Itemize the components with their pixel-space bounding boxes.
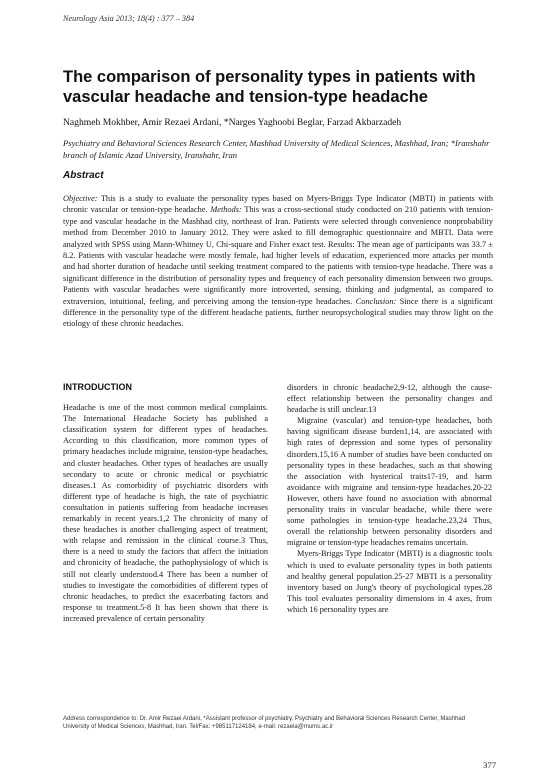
methods-text: This was a cross-sectional study conducted on 210 patients with tension-type and vascular headache in the Mashhad city, northeast of Iran. Patients were selected through convenience nonprobability method from December 2010 to January 2012. They were asked to fill demographic questionnaire and MBTI. Data were analyzed with SPSS using Mann-Whitney U, Chi-square and Fisher exact test. Results: The mean age of participants was 33.7 ± 8.2. Patients with vascular headache were mostly female, had higher levels of education, experienced more attacks per month and had shorter duration of headache until seeking treatment compared to the patients with tension-type headache. There was a significant difference in the distribution of personality types and frequency of each personality dimension between two groups. Patients with vascular headaches were significantly more introverted, sensing, thinking and judgmental, as compared to extraversion, intuitional, feeling, and perceiving among the tension-type headaches.	[63, 205, 493, 306]
author-affiliation: Psychiatry and Behavioral Sciences Research Center, Mashhad University of Medical Sciences, Mashhad, Iran; *Iranshahr branch of Islamic Azad University, Iranshahr, Iran	[63, 138, 490, 160]
objective-text: This is a study to evaluate the personality types based on Myers-Briggs Type Indicator (MBTI) in patients with chronic vascular or tension-type headache.	[63, 194, 493, 215]
abstract-paragraph	[63, 193, 493, 330]
introduction-heading: INTRODUCTION	[63, 382, 132, 392]
abstract-body	[63, 193, 493, 330]
page-number: 377	[483, 760, 496, 770]
abstract-heading: Abstract	[63, 170, 104, 181]
conclusion-text: Since there is a significant difference in the personality type of the different headache patients, further neuropsychological studies may throw light on the etiology of these chronic headaches.	[63, 296, 493, 329]
intro-paragraph-3: Migraine (vascular) and tension-type headaches, both having significant disease burden1,14, are associated with high rates of depression and some types of personality disorders.15,16 A number of studies have been conducted on personality types in these headaches, such as that showing the association with hysterical traits17-19, and harm avoidance with migraine and tension-type headaches.20-22 However, others have found no association with abnormal personality traits in vascular headache, while there were some pathologies in tension-type headache.23,24 Thus, overall the relationship between personality disorders and migraine or tension-type headaches remains uncertain.	[287, 416, 492, 548]
intro-paragraph-4: Myers-Briggs Type Indicator (MBTI) is a diagnostic tools which is used to evaluate personality types in both patients and healthy general population.25-27 MBTI is a personality inventory based on Jung's theory of psychological types.28 This tool evaluates personality dimensions in 4 axes, from which 16 personality types are	[287, 549, 492, 614]
methods-label: Methods:	[210, 205, 242, 215]
objective-label: Objective:	[63, 194, 98, 203]
author-list: Naghmeh Mokhber, Amir Rezaei Ardani, *Narges Yaghoobi Beglar, Farzad Akbarzadeh	[63, 117, 402, 128]
journal-reference: Neurology Asia 2013; 18(4) : 377 – 384	[63, 14, 195, 23]
left-column	[63, 382, 268, 624]
right-column	[287, 382, 492, 615]
intro-paragraph-1: Headache is one of the most common medical complaints. The International Headache Society has published a classification system for different types of headaches. According to this classification, more common types of primary headaches include migraine, tension-type headaches, and cluster headaches. Other types of headaches are usually secondary to acute or chronic medical or psychiatric diseases.1 As comorbidity of psychiatric disorders with different type of headache is high, the rate of psychiatric consultation in patients suffering from headache increases remarkably in recent years.1,2 The chronicity of many of these headaches is another challenging aspect of treatment, with relapse and remission in the clinical course.3 Thus, there is a need to study the factors that affect the initiation and chronicity of headache, the pathophysiology of which is still not clearly understood.4 There has been a number of studies to investigate the comorbidities of different types of chronic headaches, to predict the exacerbating factors and response to treatment.5-8 It has been shown that there is increased prevalence of certain personality	[63, 403, 268, 623]
intro-paragraph-2: disorders in chronic headache2,9-12, although the cause-effect relationship between the personality changes and headache is still unclear.13	[287, 383, 492, 415]
correspondence-footnote: Address correspondence to: Dr. Amir Rezaei Ardani, *Assistant professor of psychiatry, Psychiatry and Behavioral Sciences Research Center, Mashhad University of Medical Sciences, Mashhad, Iran. Tel/Fax: +985117124184, e-mail: rezaeia@mums.ac.ir	[63, 716, 466, 731]
conclusion-label: Conclusion:	[355, 296, 397, 306]
article-title: The comparison of personality types in patients with vascular headache and tension-type headache	[63, 68, 476, 106]
